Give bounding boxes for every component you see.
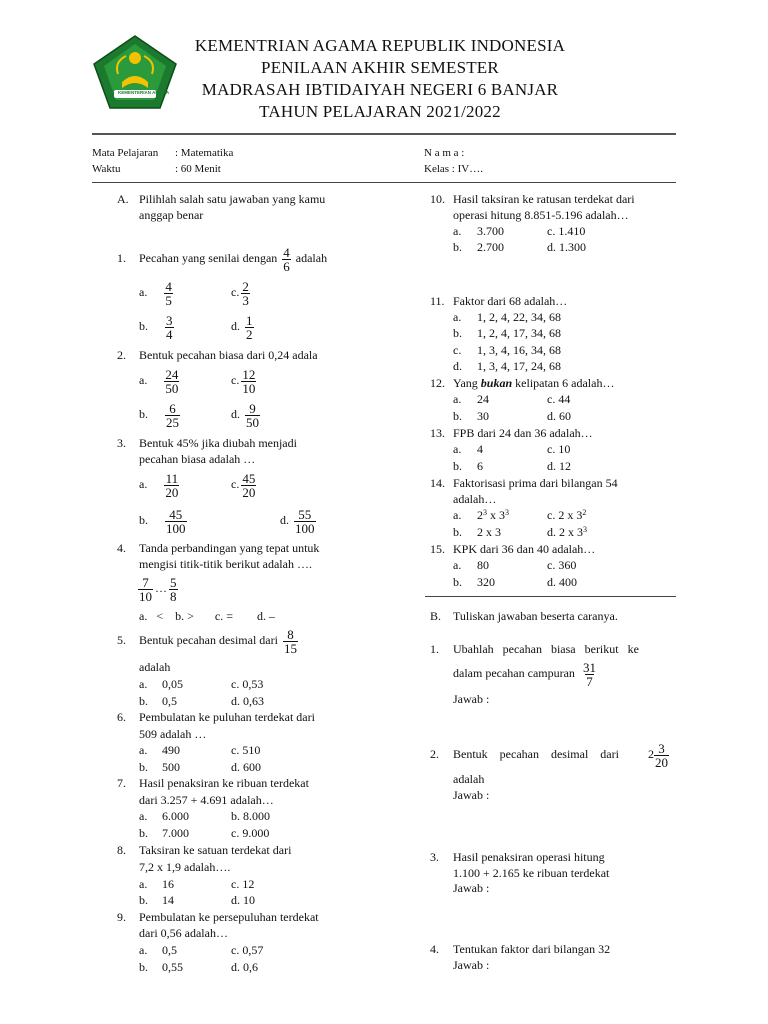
header-line-4: TAHUN PELAJARAN 2021/2022	[259, 102, 501, 121]
q13-option-d[interactable]: d. 12	[547, 459, 571, 473]
q5-number: 5.	[117, 633, 126, 647]
q2-option-d[interactable]: d. $\frac{9}{50}$	[231, 400, 259, 430]
q6-option-b[interactable]: b. 500	[139, 760, 180, 774]
b1-text-2: dalam pecahan campuran $\frac{31}{7}$	[453, 659, 596, 689]
q6-option-c[interactable]: c. 510	[231, 743, 261, 757]
q7-text-2: dari 3.257 + 4.691 adalah…	[139, 793, 274, 807]
q15-option-a[interactable]: a. 80	[453, 558, 489, 572]
q6-number: 6.	[117, 710, 126, 724]
q4-comparison: $\frac{7}{10}$ … $\frac{5}{8}$	[139, 574, 177, 604]
q12-option-a[interactable]: a. 24	[453, 392, 489, 406]
q11-option-a[interactable]: a. 1, 2, 4, 22, 34, 68	[453, 310, 561, 324]
q15-number: 15.	[430, 542, 445, 556]
q1-number: 1.	[117, 251, 126, 265]
q7-number: 7.	[117, 776, 126, 790]
q8-option-b[interactable]: b. 14	[139, 893, 174, 907]
q10-number: 10.	[430, 192, 445, 206]
header-line-3: MADRASAH IBTIDAIYAH NEGERI 6 BANJAR	[201, 80, 559, 99]
q4-number: 4.	[117, 541, 126, 555]
time-label: Waktu	[92, 163, 121, 175]
q3-number: 3.	[117, 436, 126, 450]
q10-text-2: operasi hitung 8.851-5.196 adalah…	[453, 208, 629, 222]
b1-text: Ubahlah pecahan biasa berikut ke	[453, 642, 639, 656]
q2-number: 2.	[117, 348, 126, 362]
q3-option-a[interactable]: a. $\frac{11}{20}$	[139, 470, 179, 500]
info-divider	[92, 182, 676, 183]
header-line-1: KEMENTRIAN AGAMA REPUBLIK INDONESIA	[194, 36, 566, 55]
b1-answer-label: Jawab :	[453, 692, 490, 706]
q3-text-2: pecahan biasa adalah …	[139, 452, 256, 466]
b4-answer-label: Jawab :	[453, 958, 490, 972]
q7-text: Hasil penaksiran ke ribuan terdekat	[139, 776, 309, 790]
q11-text: Faktor dari 68 adalah…	[453, 294, 568, 308]
q7-option-c[interactable]: b. 8.000	[231, 809, 270, 823]
q8-option-c[interactable]: c. 12	[231, 877, 255, 891]
b4-text: Tentukan faktor dari bilangan 32	[453, 942, 611, 956]
q5-option-b[interactable]: b. 0,5	[139, 694, 177, 708]
q9-option-d[interactable]: d. 0,6	[231, 960, 258, 974]
q11-option-c[interactable]: c. 1, 3, 4, 16, 34, 68	[453, 343, 561, 357]
q10-text: Hasil taksiran ke ratusan terdekat dari	[453, 192, 635, 206]
q8-number: 8.	[117, 843, 126, 857]
q14-option-b[interactable]: b. 2 x 3	[453, 525, 501, 539]
q9-number: 9.	[117, 910, 126, 924]
q9-option-b[interactable]: b. 0,55	[139, 960, 183, 974]
q11-option-d[interactable]: d. 1, 3, 4, 17, 24, 68	[453, 359, 561, 373]
q13-text: FPB dari 24 dan 36 adalah…	[453, 426, 593, 440]
q3-option-d[interactable]: d. $\frac{55}{100}$	[280, 506, 315, 536]
q5-text: Bentuk pecahan desimal dari $\frac{8}{15}$	[139, 626, 297, 656]
b2-text-2: adalah	[453, 772, 485, 786]
b4-number: 4.	[430, 942, 439, 956]
section-a-label: A.	[117, 192, 129, 206]
b3-text: Hasil penaksiran operasi hitung	[453, 850, 605, 864]
q5-text-2: adalah	[139, 660, 171, 674]
q4-text-2: mengisi titik-titik berikut adalah ….	[139, 557, 312, 571]
b1-number: 1.	[430, 642, 439, 656]
q13-option-c[interactable]: c. 10	[547, 442, 571, 456]
q15-text: KPK dari 36 dan 40 adalah…	[453, 542, 596, 556]
q1-option-a[interactable]: a. $\frac{4}{5}$	[139, 278, 172, 308]
q3-option-c[interactable]: c. $\frac{45}{20}$	[231, 470, 256, 500]
logo-caption: KEMENTERIAN AGAMA	[118, 90, 170, 95]
q14-option-a[interactable]: a. $2^3$ x $3^3$	[453, 508, 509, 522]
q9-option-a[interactable]: a. 0,5	[139, 943, 177, 957]
q9-text-2: dari 0,56 adalah…	[139, 926, 228, 940]
q1-option-c[interactable]: c. $\frac{2}{3}$	[231, 278, 249, 308]
q14-text-2: adalah…	[453, 492, 497, 506]
b3-answer-label: Jawab :	[453, 881, 490, 895]
q6-option-a[interactable]: a. 490	[139, 743, 180, 757]
q13-number: 13.	[430, 426, 445, 440]
b3-text-2: 1.100 + 2.165 ke ribuan terdekat	[453, 866, 610, 880]
q12-emphasis: bukan	[480, 376, 513, 390]
q10-option-c[interactable]: c. 1.410	[547, 224, 586, 238]
q2-option-b[interactable]: b. $\frac{6}{25}$	[139, 400, 179, 430]
q12-option-d[interactable]: d. 60	[547, 409, 571, 423]
q1-fraction: $\frac{4}{6}$	[283, 244, 290, 274]
q15-option-c[interactable]: c. 360	[547, 558, 577, 572]
q14-option-c[interactable]: c. 2 x $3^2$	[547, 508, 587, 522]
q15-option-d[interactable]: d. 400	[547, 575, 577, 589]
q12-option-b[interactable]: b. 30	[453, 409, 489, 423]
section-b-instruction: Tuliskan jawaban beserta caranya.	[453, 609, 618, 623]
name-label: N a m a :	[424, 147, 465, 159]
q11-number: 11.	[430, 294, 445, 308]
q9-text: Pembulatan ke persepuluhan terdekat	[139, 910, 319, 924]
q8-option-d[interactable]: d. 10	[231, 893, 255, 907]
q11-option-b[interactable]: b. 1, 2, 4, 17, 34, 68	[453, 326, 561, 340]
b2-number: 2.	[430, 747, 439, 761]
q14-text: Faktorisasi prima dari bilangan 54	[453, 476, 618, 490]
b2-answer-label: Jawab :	[453, 788, 490, 802]
q14-option-d[interactable]: d. 2 x $3^3$	[547, 525, 587, 539]
q8-option-a[interactable]: a. 16	[139, 877, 174, 891]
section-b-divider	[425, 596, 676, 597]
header-line-2: PENILAAN AKHIR SEMESTER	[261, 58, 499, 77]
q15-option-b[interactable]: b. 320	[453, 575, 495, 589]
b2-mixed-number: 2 $\frac{3}{20}$	[648, 740, 668, 770]
q4-text: Tanda perbandingan yang tepat untuk	[139, 541, 320, 555]
q13-option-a[interactable]: a. 4	[453, 442, 483, 456]
time-value: : 60 Menit	[175, 163, 221, 175]
q1-option-b[interactable]: b. $\frac{3}{4}$	[139, 312, 173, 342]
q6-option-d[interactable]: d. 600	[231, 760, 261, 774]
q1-text: Pecahan yang senilai dengan $\frac{4}{6}$ adalah	[139, 244, 328, 274]
q5-option-a[interactable]: a. 0,05	[139, 677, 183, 691]
q2-option-c[interactable]: c. $\frac{12}{10}$	[231, 366, 256, 396]
header-divider	[92, 133, 676, 135]
q4-options[interactable]: a. < b. > c. = d. –	[139, 609, 275, 623]
section-a-instruction-2: anggap benar	[139, 208, 204, 222]
q10-option-a[interactable]: a. 3.700	[453, 224, 504, 238]
q12-text: Yang bukan kelipatan 6 adalah…	[453, 376, 615, 390]
q2-text: Bentuk pecahan biasa dari 0,24 adala	[139, 348, 318, 362]
subject-value: : Matematika	[175, 147, 234, 159]
q5-option-c[interactable]: c. 0,53	[231, 677, 264, 691]
q10-option-b[interactable]: b. 2.700	[453, 240, 504, 254]
b3-number: 3.	[430, 850, 439, 864]
q3-option-b[interactable]: b. $\frac{45}{100}$	[139, 506, 186, 536]
q12-option-c[interactable]: c. 44	[547, 392, 571, 406]
q8-text: Taksiran ke satuan terdekat dari	[139, 843, 292, 857]
q10-option-d[interactable]: d. 1.300	[547, 240, 586, 254]
q7-option-b[interactable]: b. 7.000	[139, 826, 189, 840]
q14-number: 14.	[430, 476, 445, 490]
q2-option-a[interactable]: a. $\frac{24}{50}$	[139, 366, 179, 396]
q8-text-2: 7,2 x 1,9 adalah….	[139, 860, 231, 874]
q13-option-b[interactable]: b. 6	[453, 459, 483, 473]
q3-text: Bentuk 45% jika diubah menjadi	[139, 436, 297, 450]
q6-text-2: 509 adalah …	[139, 727, 207, 741]
q1-option-d[interactable]: d. $\frac{1}{2}$	[231, 312, 253, 342]
q12-number: 12.	[430, 376, 445, 390]
q7-option-d[interactable]: c. 9.000	[231, 826, 270, 840]
subject-label: Mata Pelajaran	[92, 147, 159, 159]
class-label: Kelas : IV….	[424, 163, 483, 175]
b2-text: Bentuk pecahan desimal dari	[453, 747, 619, 761]
section-b-label: B.	[430, 609, 442, 623]
section-a-instruction: Pilihlah salah satu jawaban yang kamu	[139, 192, 326, 206]
q5-option-d[interactable]: d. 0,63	[231, 694, 264, 708]
q9-option-c[interactable]: c. 0,57	[231, 943, 264, 957]
q7-option-a[interactable]: a. 6.000	[139, 809, 189, 823]
q6-text: Pembulatan ke puluhan terdekat dari	[139, 710, 315, 724]
